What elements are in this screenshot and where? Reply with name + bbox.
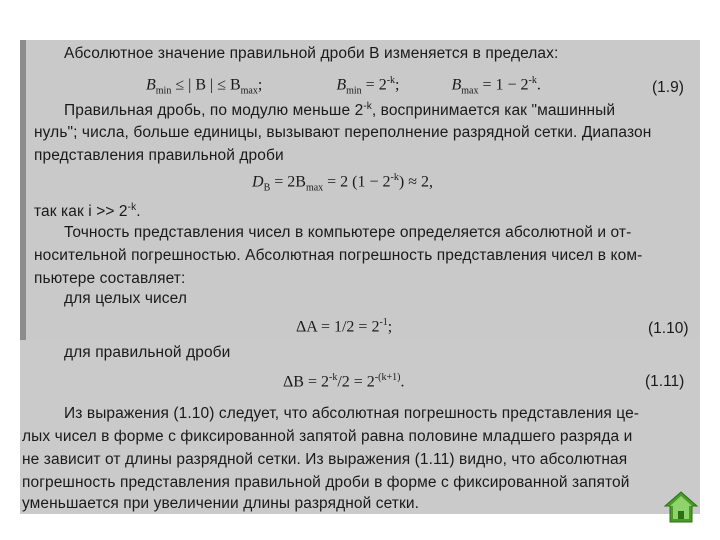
text-line-13: не зависит от длины разрядной сетки. Из выражения (1.11) видно, что абсолютная — [22, 451, 628, 468]
text-line-3: нуль"; числа, больше единицы, вызывают переполнение разрядной сетки. Диапазон — [34, 124, 652, 141]
formula-1-11: $\Delta B = 2^{-k}/2 = 2^{-(k+1)}$. — [283, 372, 405, 391]
text-line-11: Из выражения (1.10) следует, что абсолютная погрешность представления це- — [64, 405, 640, 422]
formula-1-9: $B_{min}$ ≤ | B | ≤ $B_{max}$; $B_{min} = 2^{-k}$; $B_{max} = 1 - 2^{-k}$. — [146, 75, 541, 97]
home-button[interactable] — [663, 490, 699, 524]
text-line-15: уменьшается при увеличении длины разрядной сетки. — [22, 495, 420, 512]
text-line-2: Правильная дробь, по модулю меньше $2^{-k}$, воспринимается как "машинный — [64, 101, 616, 120]
text-line-5: так как $i >> 2^{-k}$. — [34, 202, 141, 221]
text-line-1: Абсолютное значение правильной дроби B изменяется в пределах: — [64, 45, 559, 62]
home-icon — [663, 490, 699, 524]
text-line-8: пьютере составляет: — [34, 270, 186, 287]
formula-1-10: $\Delta A = 1/2 = 2^{-1}$; — [296, 317, 393, 336]
text-line-9: для целых чисел — [64, 290, 187, 307]
text-line-12: лых чисел в форме с фиксированной запятой равна половине младшего разряда и — [22, 428, 633, 445]
text-line-14: погрешность представления правильной дроби в форме с фиксированной запятой — [22, 474, 630, 491]
equation-number-1-9: (1.9) — [652, 79, 684, 96]
text-line-4: представления правильной дроби — [34, 147, 284, 164]
text-line-6: Точность представления чисел в компьютере определяется абсолютной и от- — [64, 224, 632, 241]
equation-number-1-11: (1.11) — [645, 373, 685, 390]
scan-shadow-edge — [20, 40, 26, 340]
text-line-7: носительной погрешностью. Абсолютная погрешность представления чисел в ком- — [34, 247, 643, 264]
equation-number-1-10: (1.10) — [648, 320, 689, 337]
text-line-10: для правильной дроби — [64, 344, 231, 361]
range-formula: $D_B = 2B_{max} = 2$ $(1 - 2^{-k}) \approx 2$, — [252, 172, 433, 194]
